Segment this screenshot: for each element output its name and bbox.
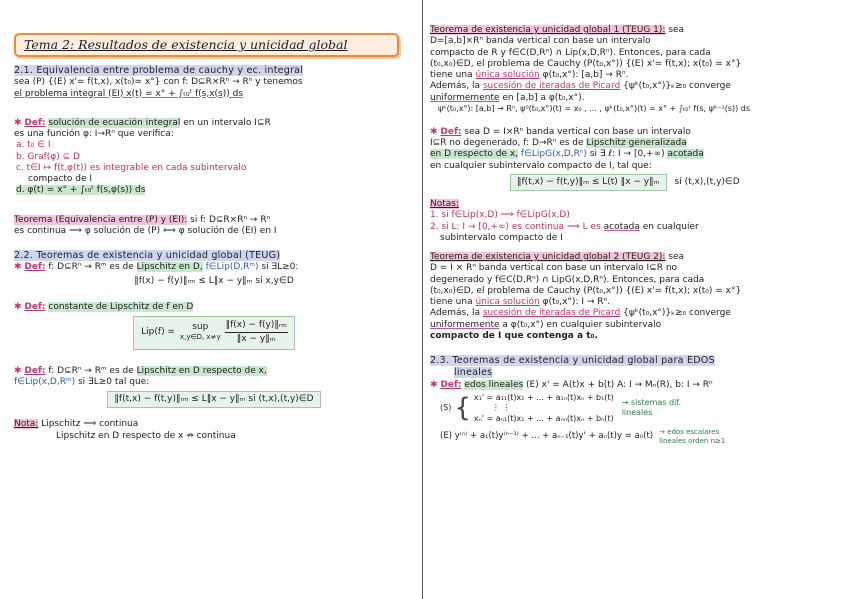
teug1-line: Teorema de existencia y unicidad global 1 (TEUG 1): sea [430, 25, 685, 35]
scalar-linear-eq: (E) y⁽ⁿ⁾ + a₁(t)y⁽ⁿ⁻¹⁾ + ... + aₙ₋₁(t)y' + aₙ(t)y = a₀(t) → edos escalares lineales orden n≥1 [440, 427, 726, 445]
teug2-line-6: Además, la sucesión de iteradas de Picard {ψᵏ(t₀,x°)}ₖ≥₀ converge [430, 308, 731, 319]
def1-rest: en un intervalo I⊆R [183, 117, 271, 128]
teug2-label: Teorema de existencia y unicidad global 2 (TEUG 2): [430, 252, 666, 262]
def5-line: ✱ Def: sea D = I×Rⁿ banda vertical con base un intervalo [430, 126, 691, 137]
def4-line: ✱ Def: f: D⊆Rⁿ → Rᵐ es de Lipschitz en D respecto de x, [14, 365, 267, 376]
teug2-line-7: uniformemente a φ(t₀,x°) en cualquier subintervalo [430, 319, 662, 330]
teug1-line-3: compacto de R y f∈C(D,Rⁿ) ∩ Lip(x,D,Rⁿ). Entonces, para cada [430, 47, 711, 58]
teug1-line-2: D=[a,b]×Rⁿ banda vertical con base un intervalo [430, 36, 651, 47]
s21-line-1: sea (P) {(E) x'= f(t,x), x(t₀)= x°} con f: D⊆R×Rⁿ → Rⁿ y tenemos [14, 77, 303, 88]
def3-term: constante de Lipschitz de f en D [48, 301, 194, 312]
nota-label: Nota: [14, 419, 39, 430]
def4-line-2: f∈Lip(x,D,Rᵐ) si ∃L≥0 tal que: [14, 376, 150, 387]
linear-system: (S) { x₁' = a₁₁(t)x₁ + ... + a₁ₙ(t)xₙ + b₁(t) ⋮ ⋮ xₙ' = aₙ₁(t)x₁ + ... + aₙₙ(t)xₙ + bₙ(t) → sistemas dif. lineales [440, 393, 838, 424]
def3-formula: Lip(f) = sup x,y∈D, x≠y ‖f(x) − f(y)‖ᵣₘ ‖x − y‖ᵣₙ [133, 316, 295, 350]
teug1-picard-formula: ψᵏ(t₀,x°): [a,b] → Rⁿ, ψ⁰(t₀,x°)(t) = x₀ , ... , ψᵏ(t₀,x°)(t) = x° + ∫ₜ₀ᵗ f(s, ψᵏ⁻¹(s)) ds [438, 103, 751, 113]
teug2-line-3: degenerado y f∈C(D,Rⁿ) ∩ LipG(x,D,Rⁿ). Entonces, para cada [430, 274, 705, 285]
def1-item-b: b. Graf(φ) ⊆ D [16, 151, 80, 162]
def-label: Def: [24, 117, 46, 128]
notas-item-2-cont: subintervalo compacto de I [440, 232, 563, 243]
def5-line-3: en D respecto de x, f∈LipG(x,D,Rⁿ) si ∃ ℓ: I → [0,+∞) acotada [430, 149, 704, 160]
page-title: Tema 2: Resultados de existencia y unicidad global [24, 37, 348, 53]
teo1-rest: si f: D⊆R×Rⁿ → Rⁿ [190, 214, 271, 225]
notas-item-1: 1. si f∈Lip(x,D) ⟹ f∈LipG(x,D) [430, 210, 570, 221]
teo1-line-2: es continua ⟹ φ solución de (P) ⟺ φ solución de (EI) en I [14, 225, 277, 236]
section-2-1-heading: 2.1. Equivalencia entre problema de cauchy y ec. integral [14, 65, 304, 76]
section-2-3-heading-cont: lineales [454, 367, 493, 379]
teug1-line-5: tiene una única solución φ(t₀,x°): [a,b] → Rⁿ. [430, 70, 629, 80]
column-divider [422, 0, 423, 599]
section-2-2-heading: 2.2. Teoremas de existencia y unicidad global (TEUG) [14, 250, 281, 261]
def5-line-2: I⊆R no degenerado, f: D→Rⁿ es de Lipschitz generalizada [430, 138, 687, 148]
teug2-line: Teorema de existencia y unicidad global 2 (TEUG 2): sea [430, 252, 685, 262]
teug2-line-4: (t₀,x₀)∈D, el problema de Cauchy (P(t₀,x°)) {(E) x'= f(t,x); x(t₀) = x°} [430, 285, 742, 296]
def4-term: Lipschitz en D respecto de x, [136, 365, 267, 376]
teug2-line-5: tiene una única solución φ(t₀,x°): I → Rⁿ. [430, 297, 610, 307]
def2-notation: f∈Lip(D,Rᵐ) [205, 262, 259, 273]
teug1-line-6: Además, la sucesión de iteradas de Picard {ψᵏ(t₀,x°)}ₖ≥₀ converge [430, 81, 731, 92]
right-column [430, 0, 838, 599]
def3-line: ✱ Def: constante de Lipschitz de f en D [14, 301, 194, 312]
teug1-label: Teorema de existencia y unicidad global 1 (TEUG 1): [430, 25, 666, 35]
system-row-n: xₙ' = aₙ₁(t)x₁ + ... + aₙₙ(t)xₙ + bₙ(t) [473, 413, 614, 423]
teo1-label: Teorema (Equivalencia entre (P) y (EI): [14, 214, 188, 225]
notas-label: Notas: [430, 199, 460, 209]
system-note: → sistemas dif. lineales [621, 398, 682, 418]
def1-line: ✱ Def: solución de ecuación integral en un intervalo I⊆R [14, 117, 271, 128]
system-row-dots: ⋮ ⋮ [491, 403, 511, 413]
nota-line-2: Lipschitz en D respecto de x ⇏ continua [56, 430, 236, 441]
page-title-box [14, 33, 399, 57]
teug1-line-4: (t₀,x₀)∈D, el problema de Cauchy (P(t₀,x°)) {(E) x'= f(t,x); x(t₀) = x°} [430, 58, 742, 69]
system-row-1: x₁' = a₁₁(t)x₁ + ... + a₁ₙ(t)xₙ + b₁(t) [473, 392, 614, 402]
section-2-3-heading: 2.3. Teoremas de existencia y unicidad global para EDOS [430, 355, 715, 366]
teug2-line-8: compacto de I que contenga a t₀. [430, 330, 598, 341]
def1-item-c-cont: compacto de I [28, 174, 93, 184]
nota-line-1: Nota: Lipschitz ⟹ continua [14, 419, 139, 430]
def1-term: solución de ecuación integral [48, 117, 181, 128]
teo1-line [14, 215, 414, 226]
notas-item-2: 2. si L: I → [0,+∞) es continua ⟹ L es acotada en cualquier [430, 221, 699, 232]
def1-item-d: d. φ(t) = x° + ∫ₜ₀ᵗ f(s,φ(s)) ds [16, 185, 146, 196]
def5-line-4: en cualquier subintervalo compacto de I, tal que: [430, 160, 652, 171]
teug2-line-2: D = I × Rⁿ banda vertical con base un intervalo I⊆R no [430, 263, 678, 274]
def2-term: Lipschitz en D, [136, 262, 203, 273]
def5-formula-line: ‖f(t,x) − f(t,y)‖ᵣₙ ≤ L(t) ‖x − y‖ᵣₙ si (t,x),(t,y)∈D [430, 174, 838, 191]
def4-formula: ‖f(t,x) − f(t,y)‖ᵣₘ ≤ L‖x − y‖ᵣₙ si (t,x),(t,y)∈D [107, 391, 320, 408]
teug1-line-7: uniformemente en [a,b] a φ(t₀,x°). [430, 92, 585, 103]
s21-line-2: el problema integral (EI) x(t) = x° + ∫ₜ₀ᵗ f(s,x(s)) ds [14, 88, 244, 99]
def1-item-a: a. t₀ ∈ I [16, 140, 51, 151]
def2-formula: ‖f(x) − f(y)‖ᵣₘ ≤ L‖x − y‖ᵣₙ si x,y∈D [134, 275, 294, 286]
def1-item-c: c. t∈I ↦ f(t,φ(t)) es integrable en cada subintervalo [16, 162, 247, 173]
def1-line-2: es una función φ: I→Rⁿ que verifica: [14, 129, 174, 139]
def6-line: ✱ Def: edos lineales (E) x' = A(t)x + b(t) A: I → Mₙ(R), b: I → Rⁿ [430, 379, 713, 390]
def2-line: ✱ Def: f: D⊆Rⁿ → Rᵐ es de Lipschitz en D, f∈Lip(D,Rᵐ) si ∃L≥0: [14, 262, 299, 273]
left-column [14, 0, 414, 599]
